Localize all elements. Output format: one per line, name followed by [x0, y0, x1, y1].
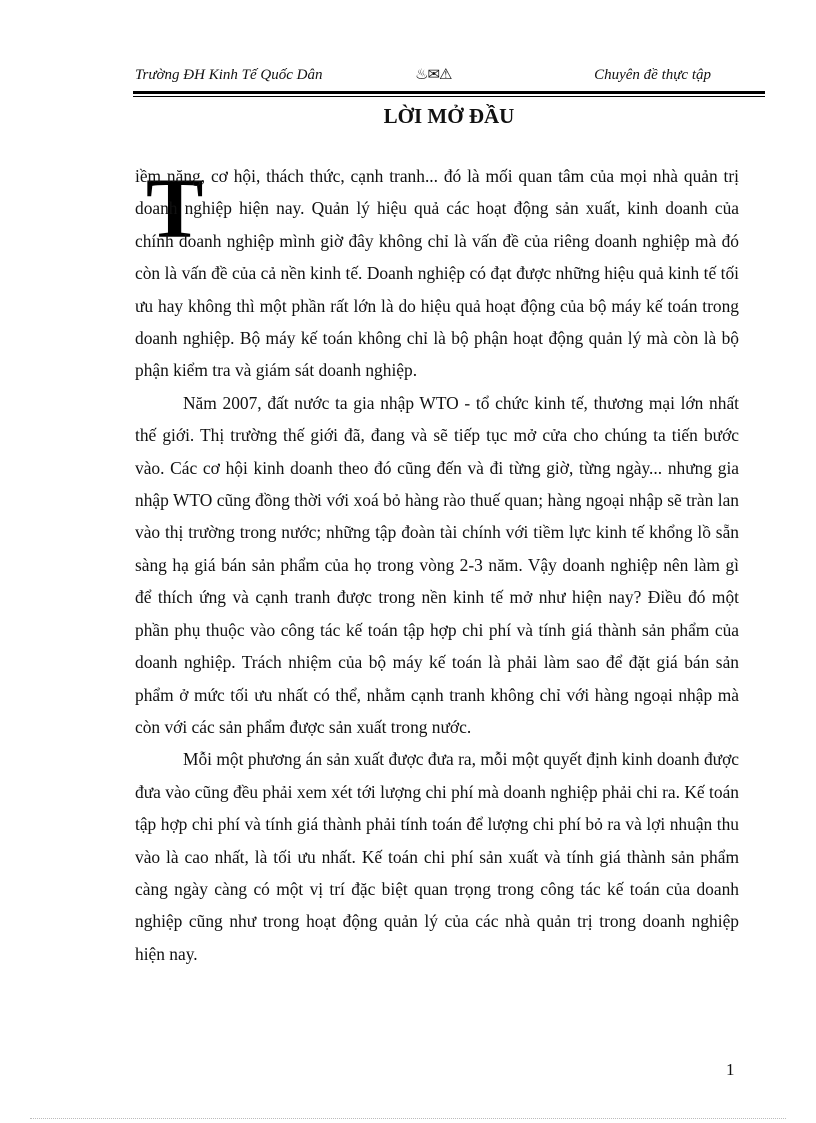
header-school-name: Trường ĐH Kinh Tế Quốc Dân: [135, 67, 323, 83]
header-symbol-icon: ♨✉⚠: [415, 65, 452, 83]
header-rule-thick: [133, 91, 765, 94]
header-topic: Chuyên đề thực tập: [594, 67, 711, 83]
paragraph-2: Năm 2007, đất nước ta gia nhập WTO - tổ chức kinh tế, thương mại lớn nhất thế giới. Thị trường thế giới đã, đang và sẽ tiếp tục mở cửa cho chúng ta tiến bước vào. Các cơ hội kinh doanh theo đó cũng đến và đi từng giờ, từng ngày... nhưng gia nhập WTO cũng đồng thời với xoá bỏ hàng rào thuế quan; hàng ngoại nhập sẽ tràn lan vào thị trường trong nước; những tập đoàn tài chính với tiềm lực kinh tế khổng lồ sẵn sàng hạ giá bán sản phẩm của họ trong vòng 2-3 năm. Vậy doanh nghiệp nên làm gì để thích ứng và cạnh tranh được trong nền kinh tế mở như hiện nay? Điều đó một phần phụ thuộc vào công tác kế toán tập hợp chi phí và tính giá thành sản phẩm của doanh nghiệp. Trách nhiệm của bộ máy kế toán là phải làm sao để đặt giá bán sản phẩm ở mức tối ưu nhất có thể, nhằm cạnh tranh không chỉ với hàng ngoại nhập mà còn với các sản phẩm được sản xuất trong nước.: [135, 392, 739, 737]
page-title: LỜI MỞ ĐẦU: [383, 104, 515, 128]
page-header: [133, 63, 765, 89]
paragraph-1: iềm năng, cơ hội, thách thức, cạnh tranh... đó là mối quan tâm của mọi nhà quản trị doanh nghiệp hiện nay. Quản lý hiệu quả các hoạt động sản xuất, kinh doanh của chính doanh nghiệp mình giờ đây không chỉ là vấn đề của riêng doanh nghiệp mà đó còn là vấn đề của cả nền kinh tế. Doanh nghiệp có đạt được những hiệu quả kinh tế tối ưu hay không thì một phần rất lớn là do hiệu quả hoạt động của bộ máy kế toán trong doanh nghiệp. Bộ máy kế toán không chỉ là bộ phận hoạt động quản lý mà còn là bộ phận kiểm tra và giám sát doanh nghiệp.: [135, 166, 739, 381]
footer-divider: [30, 1118, 786, 1119]
drop-cap: T: [146, 160, 204, 256]
page-number: 1: [726, 1060, 735, 1079]
paragraph-3: Mỗi một phương án sản xuất được đưa ra, mỗi một quyết định kinh doanh được đưa vào cũng đều phải xem xét tới lượng chi phí mà doanh nghiệp phải chi ra. Kế toán tập hợp chi phí và tính giá thành phải tính toán để lượng chi phí bỏ ra và lợi nhuận thu vào là cao nhất, là tối ưu nhất. Kế toán chi phí sản xuất và tính giá thành sản phẩm càng ngày càng có một vị trí đặc biệt quan trọng trong công tác kế toán của doanh nghiệp cũng như trong hoạt động quản lý của các nhà quản trị trong doanh nghiệp hiện nay.: [135, 749, 739, 964]
body-text: [135, 160, 739, 970]
header-rule-thin: [133, 96, 765, 97]
